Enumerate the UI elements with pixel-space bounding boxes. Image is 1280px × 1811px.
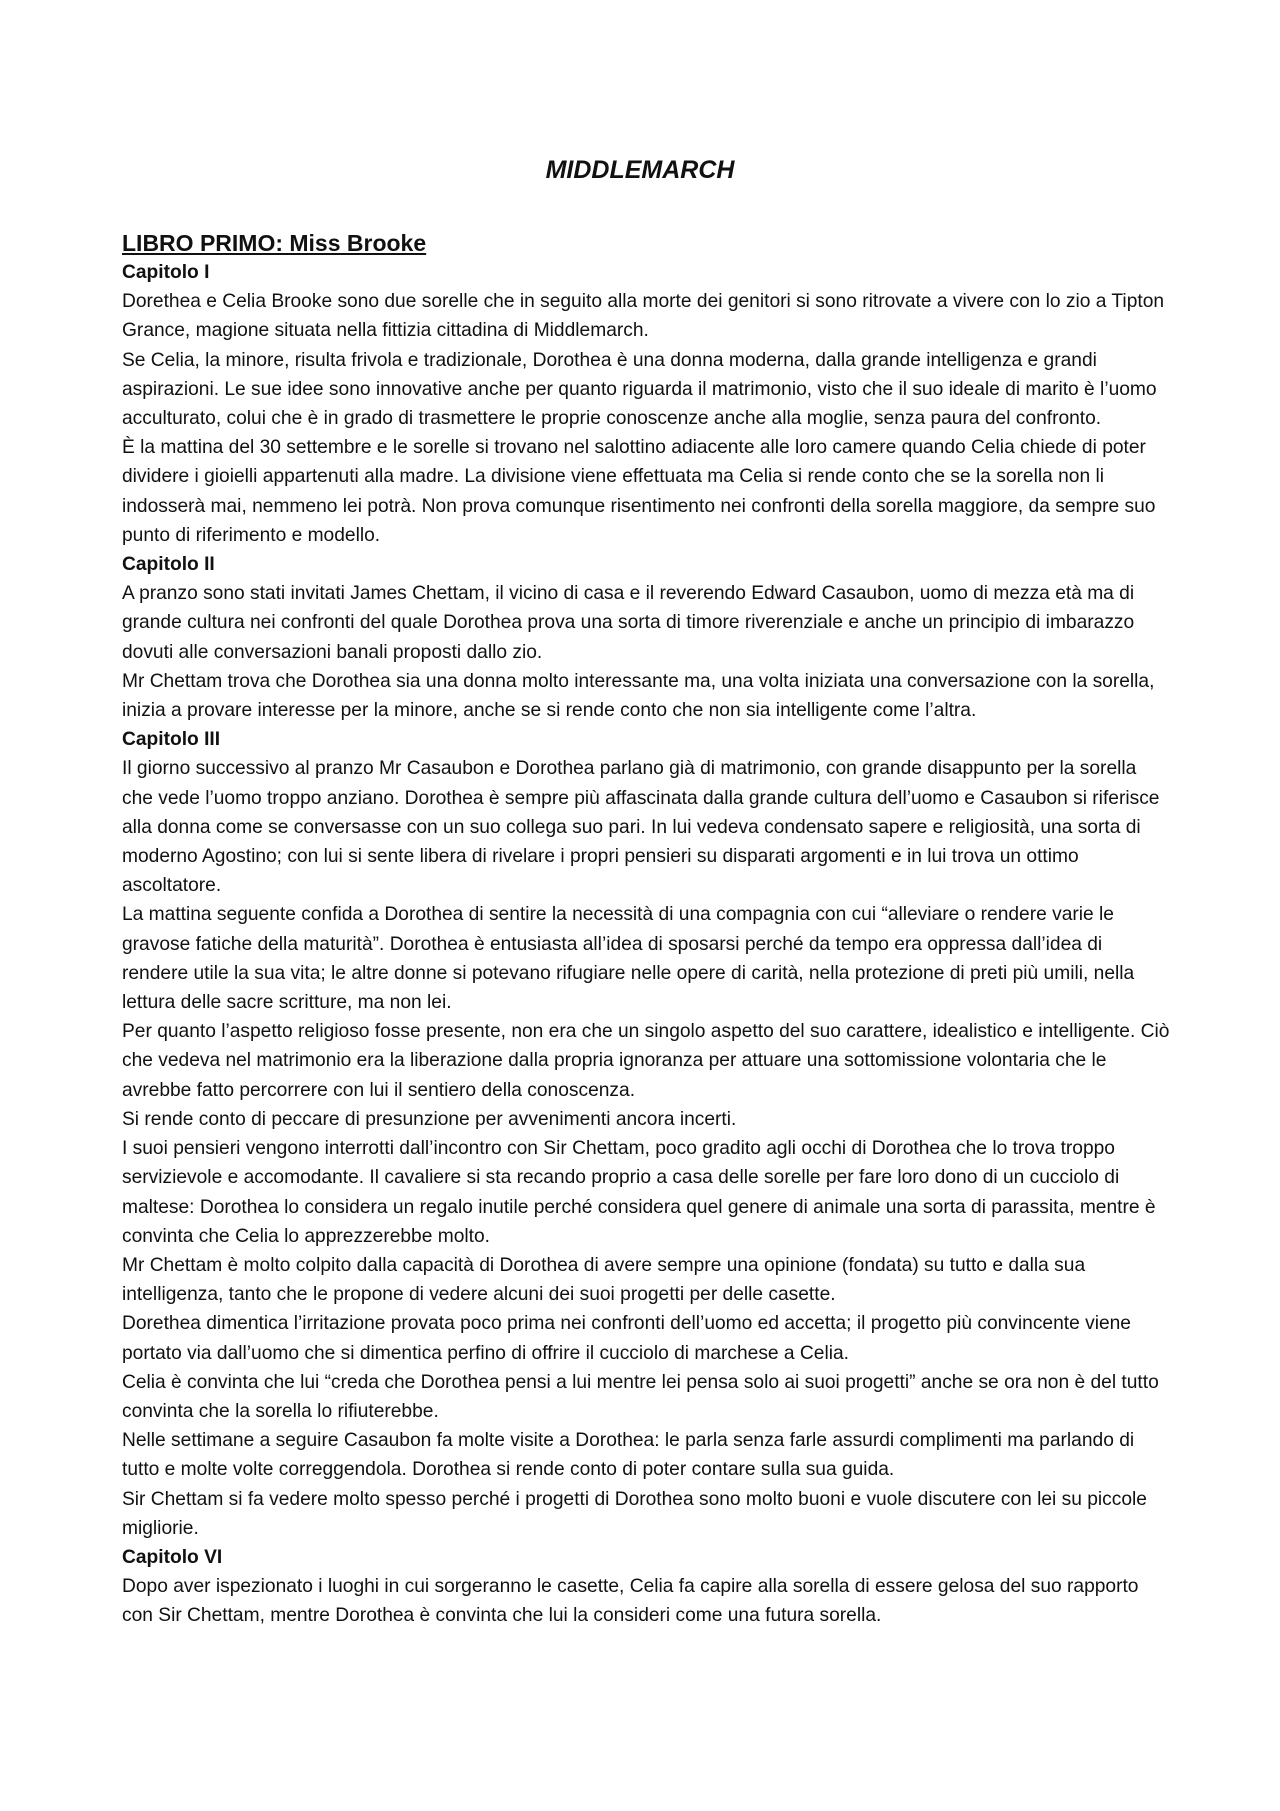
chapter-6 xyxy=(122,1543,1172,1631)
paragraph: Il giorno successivo al pranzo Mr Casaubon e Dorothea parlano già di matrimonio, con grande disappunto per la sorella che vede l’uomo troppo anziano. Dorothea è sempre più affascinata dalla grande cultura dell’uomo e Casaubon si riferisce alla donna come se conversasse con un suo collega suo pari. In lui vedeva condensato sapere e religiosità, una sorta di moderno Agostino; con lui si sente libera di rivelare i propri pensieri su disparati argomenti e in lui trova un ottimo ascoltatore. xyxy=(122,758,1160,897)
paragraph: Sir Chettam si fa vedere molto spesso perché i progetti di Dorothea sono molto buoni e vuole discutere con lei su piccole migliorie. xyxy=(122,1488,1147,1539)
chapter-1 xyxy=(122,258,1172,550)
paragraph: È la mattina del 30 settembre e le sorelle si trovano nel salottino adiacente alle loro camere quando Celia chiede di poter dividere i gioielli appartenuti alla madre. La divisione viene effettuata ma Celia si rende conto che se la sorella non li indosserà mai, nemmeno lei potrà. Non prova comunque risentimento nei confronti della sorella maggiore, da sempre suo punto di riferimento e modello. xyxy=(122,437,1156,546)
chapter-heading: Capitolo I xyxy=(122,262,210,283)
paragraph: Se Celia, la minore, risulta frivola e tradizionale, Dorothea è una donna moderna, dalla grande intelligenza e grandi aspirazioni. Le sue idee sono innovative anche per quanto riguarda il matrimonio, visto che il suo ideale di marito è l’uomo acculturato, colui che è in grado di trasmettere le proprie conoscenze anche alla moglie, senza paura del confronto. xyxy=(122,349,1157,430)
paragraph: La mattina seguente confida a Dorothea di sentire la necessità di una compagnia con cui “alleviare o rendere varie le gravose fatiche della maturità”. Dorothea è entusiasta all’idea di sposarsi perché da tempo era oppressa dall’idea di rendere utile la sua vita; le altre donne si potevano rifugiare nelle opere di carità, nella protezione di preti più umili, nella lettura delle sacre scritture, ma non lei. xyxy=(122,904,1135,1014)
paragraph: Nelle settimane a seguire Casaubon fa molte visite a Dorothea: le parla senza farle assurdi complimenti ma parlando di tutto e molte volte correggendola. Dorothea si rende conto di poter contare sulla sua guida. xyxy=(122,1430,1135,1481)
paragraph: I suoi pensieri vengono interrotti dall’incontro con Sir Chettam, poco gradito agli occhi di Dorothea che lo trova troppo servizievole e accomodante. Il cavaliere si sta recando proprio a casa delle sorelle per fare loro dono di un cucciolo di maltese: Dorothea lo considera un regalo inutile perché considera quel genere di animale una sorta di parassita, mentre è convinta che Celia lo apprezzerebbe molto. xyxy=(122,1138,1156,1247)
book-heading: LIBRO PRIMO: Miss Brooke xyxy=(122,230,427,256)
paragraph: Dopo aver ispezionato i luoghi in cui sorgeranno le casette, Celia fa capire alla sorella di essere gelosa del suo rapporto con Sir Chettam, mentre Dorothea è convinta che lui la consideri come una futura sorella. xyxy=(122,1576,1139,1627)
document-title: MIDDLEMARCH xyxy=(545,156,735,184)
paragraph: Mr Chettam è molto colpito dalla capacità di Dorothea di avere sempre una opinione (fondata) su tutto e dalla sua intelligenza, tanto che le propone di vedere alcuni dei suoi progetti per delle casette. xyxy=(122,1254,1086,1306)
chapter-heading: Capitolo III xyxy=(122,729,221,751)
chapter-heading: Capitolo II xyxy=(122,554,215,576)
paragraph: A pranzo sono stati invitati James Chettam, il vicino di casa e il reverendo Edward Casaubon, uomo di mezza età ma di grande cultura nei confronti del quale Dorothea prova una sorta di timore riverenziale e anche un principio di imbarazzo dovuti alle conversazioni banali proposti dallo zio. xyxy=(122,583,1135,663)
paragraph: Per quanto l’aspetto religioso fosse presente, non era che un singolo aspetto del suo carattere, idealistico e intelligente. Ciò che vedeva nel matrimonio era la liberazione dalla propria ignoranza per attuare una sottomissione volontaria che le avrebbe fatto percorrere con lui il sentiero della conoscenza. xyxy=(122,1021,1170,1101)
chapter-2 xyxy=(122,550,1172,725)
paragraph: Dorethea dimentica l’irritazione provata poco prima nei confronti dell’uomo ed accetta; il progetto più convincente viene portato via dall’uomo che si dimentica perfino di offrire il cucciolo di marchese a Celia. xyxy=(122,1313,1131,1364)
document-body xyxy=(122,228,1172,1631)
paragraph: Dorethea e Celia Brooke sono due sorelle che in seguito alla morte dei genitori si sono ritrovate a vivere con lo zio a Tipton Grance, magione situata nella fittizia cittadina di Middlemarch. xyxy=(122,291,1165,342)
chapter-3 xyxy=(122,725,1172,1543)
paragraph: Celia è convinta che lui “creda che Dorothea pensi a lui mentre lei pensa solo ai suoi progetti” anche se ora non è del tutto convinta che la sorella lo rifiuterebbe. xyxy=(122,1371,1159,1422)
paragraph: Si rende conto di peccare di presunzione per avvenimenti ancora incerti. xyxy=(122,1108,737,1130)
paragraph: Mr Chettam trova che Dorothea sia una donna molto interessante ma, una volta iniziata una conversazione con la sorella, inizia a provare interesse per la minore, anche se si rende conto che non sia intelligente come l’altra. xyxy=(122,670,1155,722)
chapter-heading: Capitolo VI xyxy=(122,1546,223,1568)
